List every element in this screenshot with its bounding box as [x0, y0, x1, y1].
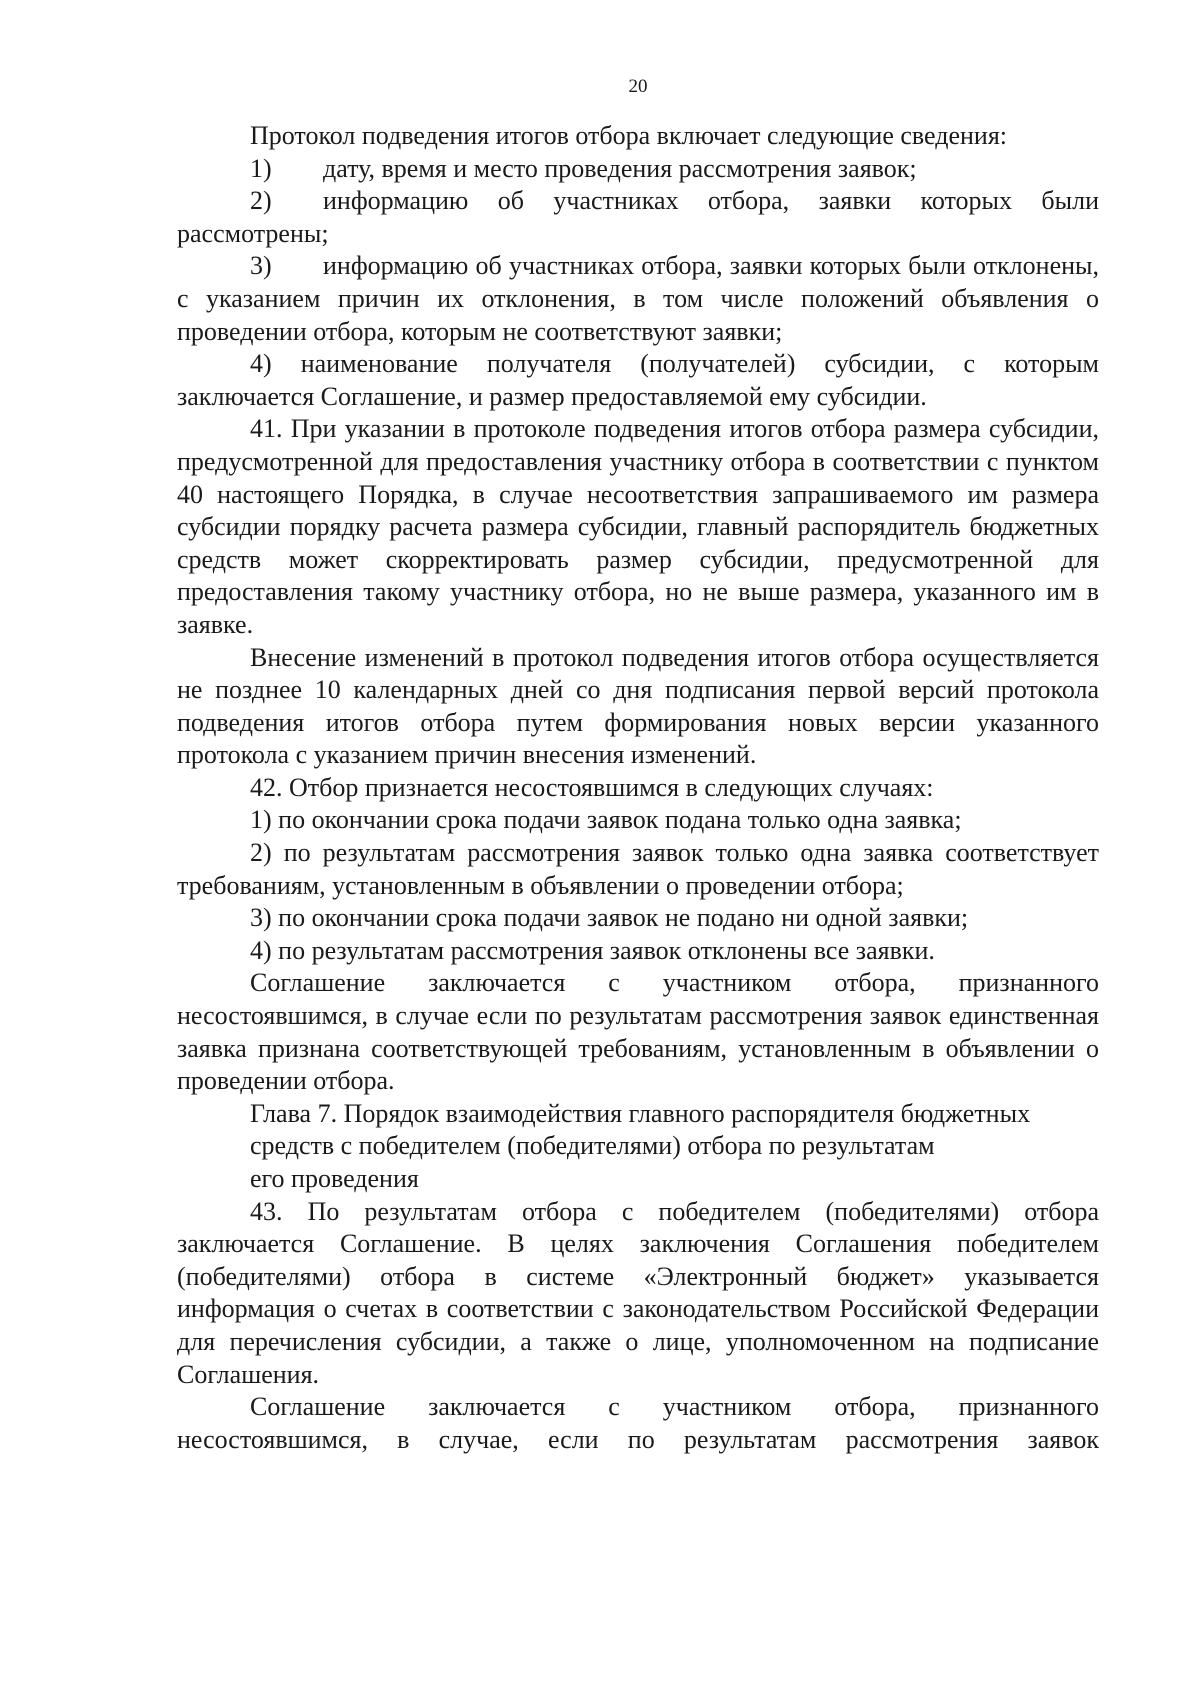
- list-item: [177, 185, 1099, 250]
- list-item-number: 2): [250, 186, 272, 216]
- paragraph: Соглашение заключается с участником отбора, признанного несостоявшимся, в случае если по результатам рассмотрения заявок единственная заявка признана соответствующей требованиям, установленным в объявлении о проведении отбора.: [177, 968, 1099, 1096]
- list-item: [177, 250, 1099, 348]
- paragraph: 4) по результатам рассмотрения заявок отклонены все заявки.: [250, 935, 935, 965]
- list-item-text: информацию об участниках отбора, заявки которых были рассмотрены;: [177, 186, 1099, 248]
- paragraph: 3) по окончании срока подачи заявок не подано ни одной заявки;: [250, 903, 969, 933]
- paragraph: Соглашение заключается с участником отбора, признанного несостоявшимся, в случае, если по результатам рассмотрения заявок: [177, 1392, 1099, 1454]
- chapter-heading-line: средств с победителем (победителями) отбора по результатам: [250, 1131, 935, 1161]
- paragraph: 41. При указании в протоколе подведения итогов отбора размера субсидии, предусмотренной для предоставления участнику отбора в соответствии с пунктом 40 настоящего Порядка, в случае несоответствия запрашиваемого им размера субсидии порядку расчета размера субсидии, главный распорядитель бюджетных средств может скорректировать размер субсидии, предусмотренной для предоставления такому участнику отбора, но не выше размера, указанного им в заявке.: [177, 414, 1099, 639]
- paragraph: Протокол подведения итогов отбора включает следующие сведения:: [250, 121, 1007, 150]
- list-item-text: дату, время и место проведения рассмотрения заявок;: [323, 153, 917, 183]
- paragraph: Внесение изменений в протокол подведения итогов отбора осуществляется не позднее 10 календарных дней со дня подписания первой версий протокола подведения итогов отбора путем формирования новых версии указанного протокола с указанием причин внесения изменений.: [177, 642, 1099, 770]
- paragraph: 43. По результатам отбора с победителем (победителями) отбора заключается Соглашение. В целях заключения Соглашения победителем (победителями) отбора в системе «Электронный бюджет» указывается информация о счетах в соответствии с законодательством Российской Федерации для перечисления субсидии, а также о лице, уполномоченном на подписание Соглашения.: [177, 1196, 1099, 1389]
- paragraph: 4) наименование получателя (получателей) субсидии, с которым заключается Соглашение, и размер предоставляемой ему субсидии.: [177, 349, 1099, 411]
- list-item-text: информацию об участниках отбора, заявки которых были отклонены, с указанием причин их отклонения, в том числе положений объявления о проведении отбора, которым не соответствуют заявки;: [177, 251, 1099, 346]
- list-item: [177, 153, 1099, 186]
- paragraph: 2) по результатам рассмотрения заявок только одна заявка соответствует требованиям, установленным в объявлении о проведении отбора;: [177, 838, 1099, 900]
- list-item-number: 1): [250, 153, 272, 183]
- paragraph: 42. Отбор признается несостоявшимся в следующих случаях:: [250, 772, 934, 802]
- document-body: [177, 120, 1099, 1456]
- page-number: 20: [628, 76, 648, 97]
- paragraph: 1) по окончании срока подачи заявок подана только одна заявка;: [250, 805, 962, 835]
- chapter-heading: [177, 1098, 1099, 1196]
- chapter-heading-line: Глава 7. Порядок взаимодействия главного распорядителя бюджетных: [250, 1098, 1031, 1128]
- list-item-number: 3): [250, 251, 272, 281]
- chapter-heading-line: его проведения: [250, 1164, 419, 1193]
